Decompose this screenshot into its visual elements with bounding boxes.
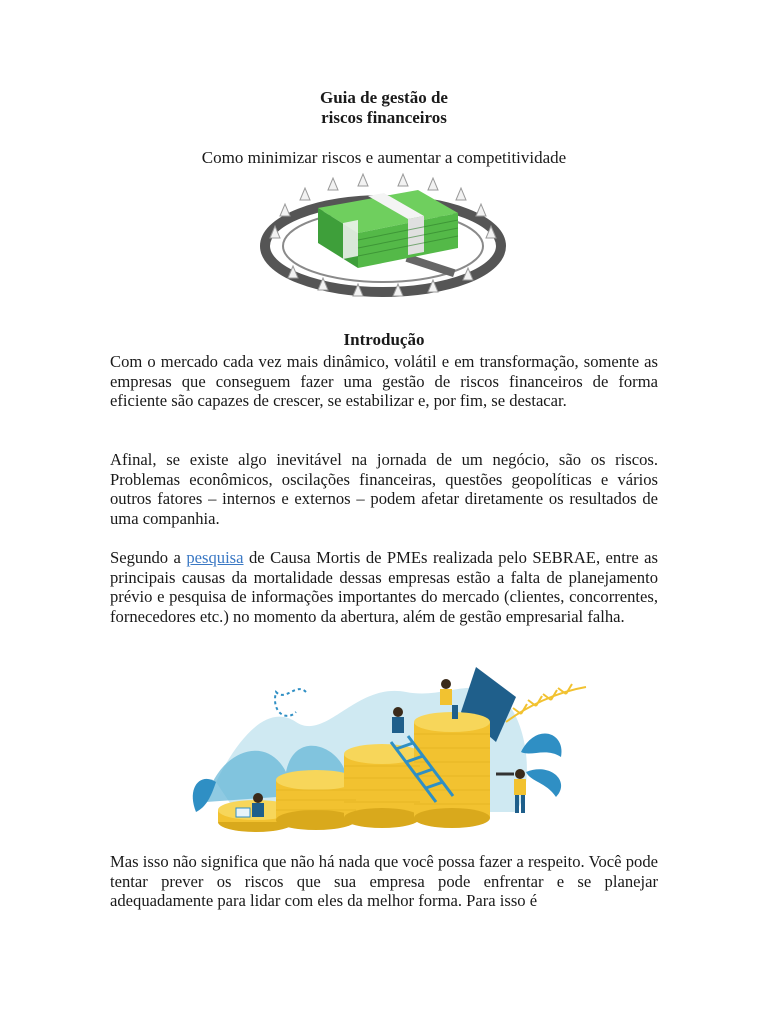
paragraph-4: Mas isso não significa que não há nada que você possa fazer a respeito. Você pode tentar prever os riscos que sua empresa pode enfrentar e se planejar adequadamente para lidar com eles da melhor forma. Para isso é	[110, 852, 658, 911]
coins-growth-illustration	[176, 662, 596, 837]
money-trap-illustration	[258, 168, 508, 303]
paragraph-1: Com o mercado cada vez mais dinâmico, volátil e em transformação, somente as empresas que conseguem fazer uma gestão de riscos financeiros de forma eficiente são capazes de crescer, se estabilizar e, por fim, se destacar.	[110, 352, 658, 411]
paragraph-2: Afinal, se existe algo inevitável na jornada de um negócio, são os riscos. Problemas econômicos, oscilações financeiras, questões geopolíticas e vários outros fatores – internos e externos – podem afetar diretamente os resultados de uma companhia.	[110, 450, 658, 528]
section-heading-introduction: Introdução	[343, 330, 425, 349]
pesquisa-link[interactable]: pesquisa	[186, 548, 244, 567]
paragraph-3-rest: de Causa Mortis de PMEs realizada pelo SEBRAE, entre as principais causas da mortalidade dessas empresas estão a falta de planejamento prévio e pesquisa de informações importantes do mercado (clientes, concorrentes, fornecedores etc.) no momento da abertura, além de gestão empresarial falha.	[110, 548, 658, 626]
paragraph-3-start: Segundo a	[110, 548, 187, 567]
paragraph-3	[110, 548, 658, 626]
doc-title-line-1: Guia de gestão de	[320, 88, 448, 107]
doc-title-line-2: riscos financeiros	[321, 108, 447, 127]
doc-subtitle: Como minimizar riscos e aumentar a competitividade	[201, 148, 567, 167]
